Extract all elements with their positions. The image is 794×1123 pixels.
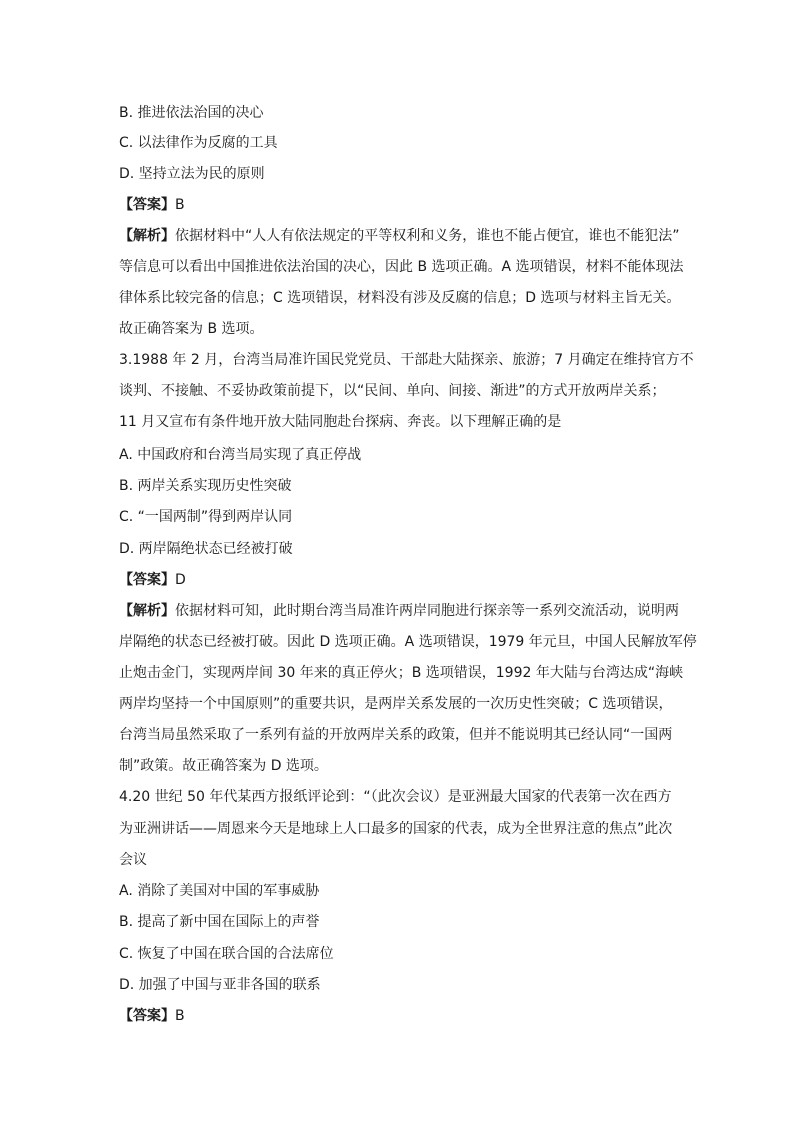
q3-option-a: A. 中国政府和台湾当局实现了真正停战 (119, 447, 362, 463)
q4-option-b: B. 提高了新中国在国际上的声誉 (119, 914, 320, 930)
q3-option-d: D. 两岸隔绝状态已经被打破 (119, 541, 293, 557)
q3-analysis-line-3: 止炮击金门，实现两岸间 30 年来的真正停火；B 选项错误，1992 年大陆与台湾达成“海峡 (119, 665, 684, 681)
q4-option-d: D. 加强了中国与亚非各国的联系 (119, 977, 321, 993)
answer-label: 【答案】 (119, 572, 175, 588)
q4-stem-line-2: 为亚洲讲话——周恩来今天是地球上人口最多的国家的代表，成为全世界注意的焦点”此次 (119, 821, 673, 837)
q3-analysis-line-4: 两岸均坚持一个中国原则”的重要共识，是两岸关系发展的一次历史性突破；C 选项错误， (119, 696, 673, 712)
q3-analysis-line-1: 【解析】依据材料可知，此时期台湾当局准许两岸同胞进行探亲等一系列交流活动，说明两 (119, 603, 679, 619)
q3-stem-line-3: 11 月又宣布有条件地开放大陆同胞赴台探病、奔丧。以下理解正确的是 (119, 414, 562, 430)
q4-option-c: C. 恢复了中国在联合国的合法席位 (119, 946, 334, 962)
q3-stem-line-2: 谈判、不接触、不妥协政策前提下，以“民间、单向、间接、渐进”的方式开放两岸关系； (119, 383, 666, 399)
q3-analysis-line-2: 岸隔绝的状态已经被打破。因此 D 选项正确。A 选项错误，1979 年元旦，中国人民解放军停 (119, 634, 697, 650)
answer-label: 【答案】 (119, 1008, 175, 1024)
q2-answer: 【答案】B (119, 197, 185, 213)
analysis-label: 【解析】 (119, 603, 175, 619)
q4-stem-line-1: 4.20 世纪 50 年代某西方报纸评论到：“（此次会议）是亚洲最大国家的代表第一次在西方 (119, 789, 672, 805)
q3-option-b: B. 两岸关系实现历史性突破 (119, 478, 292, 494)
answer-label: 【答案】 (119, 197, 175, 213)
prev-option-b: B. 推进依法治国的决心 (119, 105, 264, 121)
q4-stem-line-3: 会议 (119, 852, 147, 868)
q2-analysis-line-1: 【解析】依据材料中“人人有依法规定的平等权利和义务，谁也不能占便宜，谁也不能犯法” (119, 228, 680, 244)
q2-analysis-line-2: 等信息可以看出中国推进依法治国的决心，因此 B 选项正确。A 选项错误，材料不能体现法 (119, 259, 684, 275)
q3-option-c: C. “一国两制”得到两岸认同 (119, 509, 293, 525)
q2-analysis-line-4: 故正确答案为 B 选项。 (119, 321, 264, 337)
q3-analysis-line-6: 制”政策。故正确答案为 D 选项。 (119, 758, 328, 774)
q3-analysis-line-5: 台湾当局虽然采取了一系列有益的开放两岸关系的政策，但并不能说明其已经认同“一国两 (119, 727, 673, 743)
q3-stem-line-1: 3.1988 年 2 月，台湾当局准许国民党党员、干部赴大陆探亲、旅游；7 月确定在维持官方不 (119, 352, 694, 368)
q4-answer: 【答案】B (119, 1008, 185, 1024)
q3-answer: 【答案】D (119, 572, 186, 588)
prev-option-c: C. 以法律作为反腐的工具 (119, 135, 278, 151)
q2-analysis-line-3: 律体系比较完备的信息；C 选项错误，材料没有涉及反腐的信息；D 选项与材料主旨无关。 (119, 290, 681, 306)
q4-option-a: A. 消除了美国对中国的军事威胁 (119, 883, 320, 899)
prev-option-d: D. 坚持立法为民的原则 (119, 166, 265, 182)
analysis-label: 【解析】 (119, 228, 175, 244)
